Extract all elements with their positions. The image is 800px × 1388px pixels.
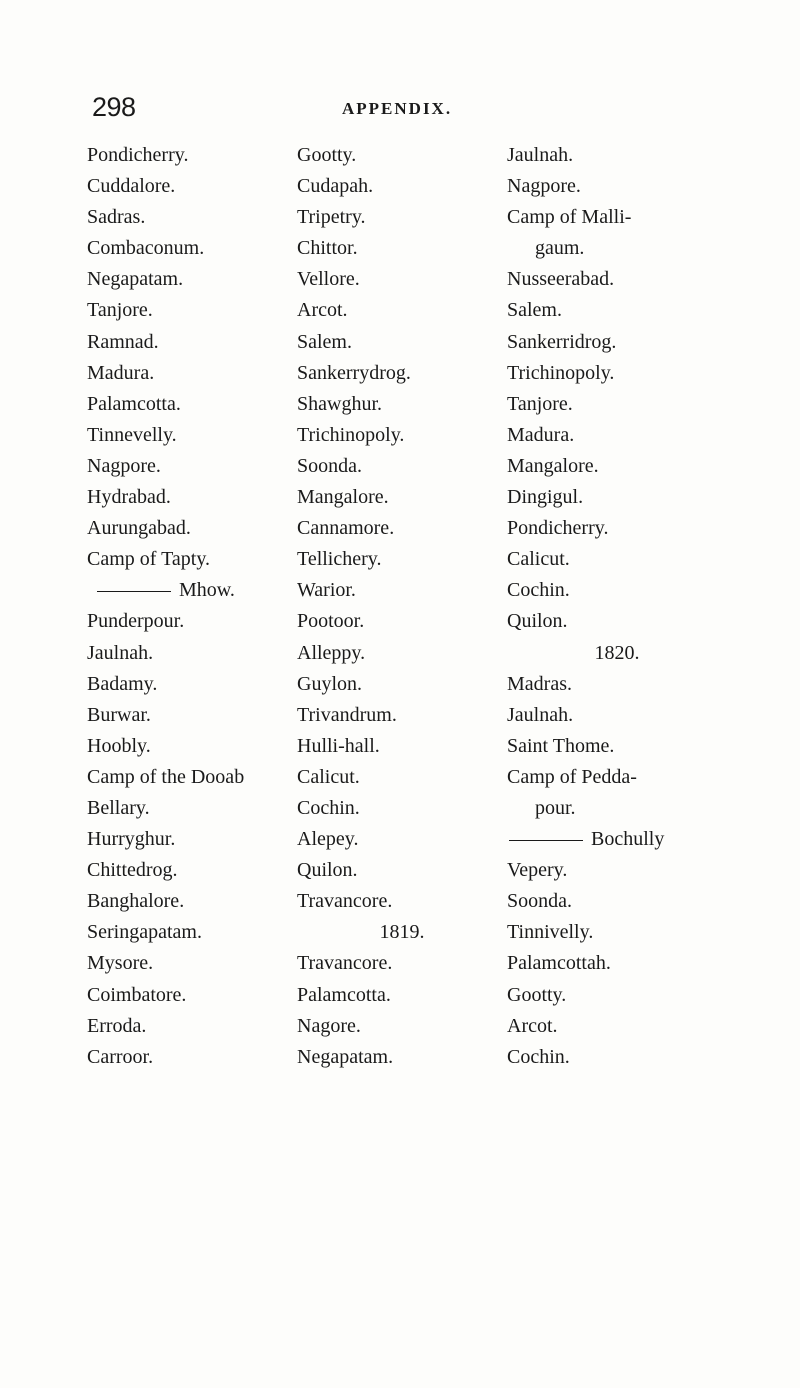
place-name: Travancore. [297,952,393,975]
place-name: Cudapah. [297,175,374,198]
place-entry [297,855,507,886]
place-entry [507,327,727,358]
place-name: Bochully [591,828,665,851]
place-name: Cannamore. [297,517,395,540]
page-header [0,92,800,132]
ditto-rule [509,840,583,841]
place-entry [87,575,297,606]
place-name: Camp of Pedda- [507,765,637,788]
place-entry [87,1042,297,1073]
place-name: Jaulnah. [507,703,574,726]
place-entry [87,606,297,637]
place-entry [87,1011,297,1042]
place-name: Chittor. [297,237,358,260]
place-entry [297,358,507,389]
place-name: Sankerrydrog. [297,361,411,384]
place-name: Madras. [507,672,572,695]
place-name: Burwar. [87,703,151,726]
place-entry [87,513,297,544]
place-name: Salem. [507,299,562,322]
place-name: Tanjore. [507,392,573,415]
place-name: Aurungabad. [87,517,191,540]
place-name: Erroda. [87,1014,147,1037]
place-entry [87,233,297,264]
place-name: Cochin. [507,1045,570,1068]
place-name: Banghalore. [87,890,185,913]
place-entry [87,264,297,295]
place-name: Shawghur. [297,392,382,415]
place-entry [297,171,507,202]
place-entry [87,917,297,948]
place-entry [297,731,507,762]
place-entry [297,948,507,979]
place-entry [297,886,507,917]
place-name: Calicut. [297,765,360,788]
place-name: Nagore. [297,1014,361,1037]
place-name: Saint Thome. [507,734,615,757]
place-name: Mhow. [179,579,235,602]
place-entry [87,824,297,855]
place-name: Nusseerabad. [507,268,615,291]
place-entry [87,669,297,700]
place-name: Warior. [297,579,356,602]
place-name: Palamcottah. [507,952,611,975]
place-name: Mangalore. [507,454,599,477]
running-head: APPENDIX. [342,99,453,118]
place-name: Hydrabad. [87,486,171,509]
place-list-column-1 [87,140,297,1073]
place-name: Negapatam. [87,268,184,291]
place-name: Camp of the Dooab [87,765,245,788]
place-entry [297,669,507,700]
place-name: Palamcotta. [87,392,181,415]
place-entry [87,140,297,171]
place-list-column-2 [297,140,507,1073]
place-name: Cochin. [507,579,570,602]
place-entry [87,980,297,1011]
place-name: Tanjore. [87,299,153,322]
place-entry [507,980,727,1011]
place-entry [297,638,507,669]
place-name: Travancore. [297,890,393,913]
place-name: Soonda. [507,890,572,913]
place-entry [87,762,297,793]
place-entry [507,886,727,917]
place-entry [297,264,507,295]
place-name: Calicut. [507,548,570,571]
place-entry [297,824,507,855]
place-entry [507,264,727,295]
place-entry [297,233,507,264]
place-entry [87,700,297,731]
place-entry [297,140,507,171]
place-name: Madura. [507,423,575,446]
place-entry [507,482,727,513]
place-name: Badamy. [87,672,158,695]
place-entry [507,606,727,637]
place-name: Tellichery. [297,548,382,571]
place-entry [507,948,727,979]
place-entry [297,1011,507,1042]
place-entry [507,1011,727,1042]
place-entry [87,482,297,513]
place-name: Alepey. [297,828,359,851]
place-entry [87,420,297,451]
place-entry [507,700,727,731]
place-entry [87,793,297,824]
place-name: Carroor. [87,1045,154,1068]
place-name: Trichinopoly. [297,423,405,446]
place-name: Jaulnah. [87,641,154,664]
place-entry [297,389,507,420]
place-entry [297,544,507,575]
place-entry [297,575,507,606]
place-name: Gootty. [507,983,567,1006]
place-name: Palamcotta. [297,983,391,1006]
place-name: Alleppy. [297,641,366,664]
place-name: pour. [535,796,576,819]
place-entry [87,389,297,420]
place-name: Punderpour. [87,610,185,633]
place-name: Gootty. [297,144,357,166]
place-entry [507,513,727,544]
place-entry [507,544,727,575]
place-entry [507,295,727,326]
place-entry [507,731,727,762]
place-entry [297,482,507,513]
place-entry [507,1042,727,1073]
place-name: Cuddalore. [87,175,176,198]
place-name: Bellary. [87,796,150,819]
place-name: Nagpore. [507,175,581,198]
place-entry [507,669,727,700]
place-entry [87,544,297,575]
place-name: Seringapatam. [87,921,202,944]
place-entry [297,202,507,233]
place-name: Jaulnah. [507,144,574,166]
place-entry [507,793,727,824]
place-name: Trichinopoly. [507,361,615,384]
place-entry [297,793,507,824]
place-name: Camp of Tapty. [87,548,211,571]
place-entry [507,855,727,886]
place-entry [507,451,727,482]
place-name: Pondicherry. [507,517,609,540]
place-entry [507,917,727,948]
place-entry [297,606,507,637]
place-entry [87,886,297,917]
place-name: Vellore. [297,268,360,291]
place-entry [507,575,727,606]
place-name: Tripetry. [297,206,366,229]
place-list-column-3 [507,140,727,1073]
place-name: Tinnevelly. [87,423,177,446]
place-entry [297,451,507,482]
place-name: Cochin. [297,796,360,819]
place-entry [507,762,727,793]
place-entry [507,358,727,389]
place-name: Nagpore. [87,454,161,477]
place-name: Tinnivelly. [507,921,594,944]
place-entry [87,171,297,202]
place-name: Combaconum. [87,237,205,260]
place-entry [507,171,727,202]
place-name: Trivandrum. [297,703,397,726]
place-name: Chittedrog. [87,859,178,882]
place-entry [297,420,507,451]
place-name: Soonda. [297,454,362,477]
place-entry [297,295,507,326]
place-entry [507,202,727,233]
place-entry [297,327,507,358]
place-name: Guylon. [297,672,362,695]
place-entry [297,917,507,948]
place-entry [87,451,297,482]
place-name: Negapatam. [297,1045,394,1068]
place-entry [87,202,297,233]
place-entry [297,762,507,793]
place-name: gaum. [535,237,585,260]
place-entry [297,1042,507,1073]
place-name: Salem. [297,330,352,353]
place-name: Ramnad. [87,330,159,353]
place-name: Coimbatore. [87,983,187,1006]
place-entry [507,389,727,420]
place-entry [297,513,507,544]
place-entry [297,700,507,731]
place-entry [87,638,297,669]
place-entry [507,824,727,855]
place-name: Hoobly. [87,734,151,757]
place-name: Madura. [87,361,155,384]
place-name: 1819. [379,921,425,944]
place-name: Mysore. [87,952,154,975]
place-name: Arcot. [507,1014,558,1037]
place-name: Camp of Malli- [507,206,632,229]
place-entry [507,420,727,451]
place-name: Vepery. [507,859,568,882]
place-entry [87,327,297,358]
place-entry [507,638,727,669]
place-entry [297,980,507,1011]
ditto-rule [97,591,171,592]
place-entry [87,731,297,762]
place-name: Sankerridrog. [507,330,617,353]
place-name: Mangalore. [297,486,389,509]
place-entry [87,295,297,326]
place-entry [87,855,297,886]
place-entry [507,140,727,171]
place-name: Dingigul. [507,486,584,509]
place-name: Pootoor. [297,610,365,633]
place-name: 1820. [594,641,640,664]
place-name: Hurryghur. [87,828,176,851]
place-name: Pondicherry. [87,144,189,166]
place-name: Sadras. [87,206,146,229]
place-name: Quilon. [507,610,568,633]
place-name: Quilon. [297,859,358,882]
place-name: Arcot. [297,299,348,322]
place-entry [87,358,297,389]
page-number: 298 [92,92,136,122]
place-entry [507,233,727,264]
place-name: Hulli-hall. [297,734,380,757]
place-entry [87,948,297,979]
